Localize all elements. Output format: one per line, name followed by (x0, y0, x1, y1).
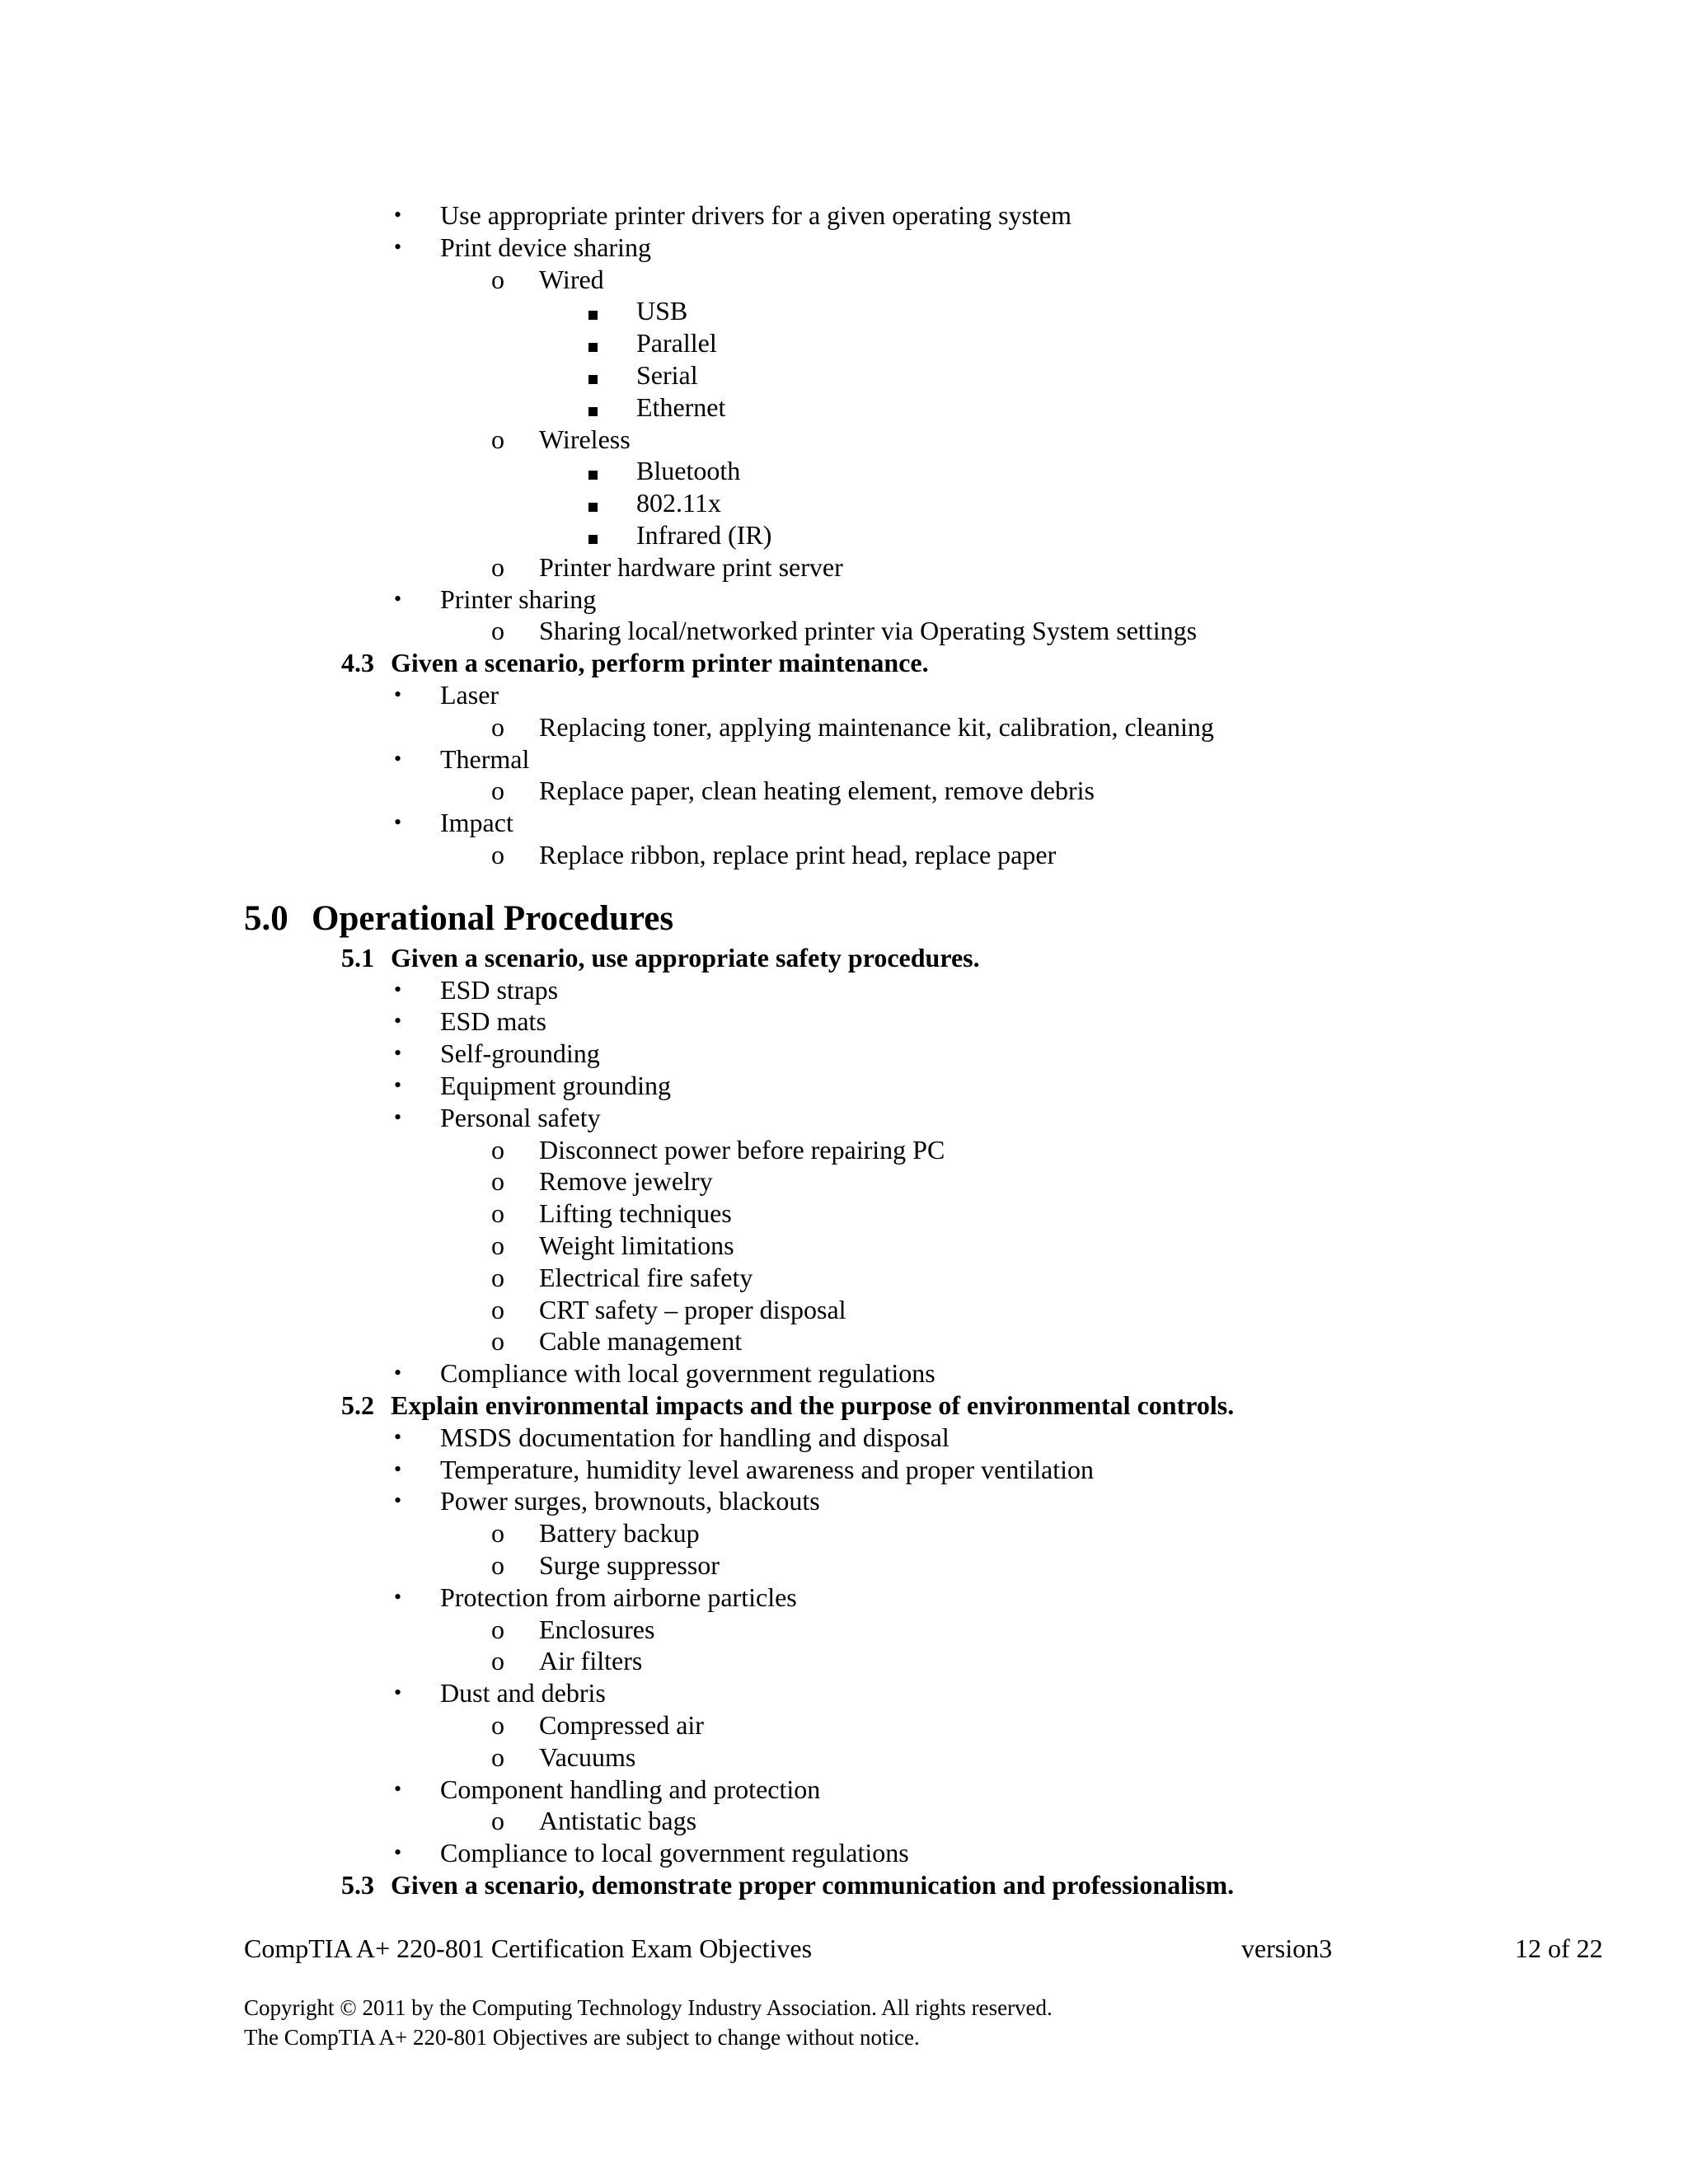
list-item-text: Printer hardware print server (539, 552, 843, 582)
list-item-text: Cable management (539, 1326, 743, 1356)
list-item-text: Print device sharing (440, 232, 651, 262)
bullet-icon: • (394, 587, 402, 611)
subsection-number: 4.3 (341, 648, 374, 677)
list-item-text: CRT safety – proper disposal (539, 1295, 846, 1324)
list-item-text: 802.11x (636, 488, 721, 518)
square-bullet-shape (588, 471, 598, 480)
square-bullet-shape (588, 535, 598, 544)
bullet-icon: • (394, 1009, 402, 1033)
bullet-icon: • (394, 1041, 402, 1065)
section-title: Operational Procedures (312, 899, 674, 938)
list-item-text: Laser (440, 680, 499, 710)
list-item-text: Sharing local/networked printer via Operating System settings (539, 616, 1198, 645)
list-item-text: Disconnect power before repairing PC (539, 1135, 945, 1165)
bullet-icon: • (394, 810, 402, 834)
bullet-icon: • (394, 1073, 402, 1097)
circle-bullet-icon: o (491, 1295, 504, 1324)
list-item-text: Impact (440, 808, 513, 837)
bullet-icon: • (394, 203, 402, 227)
subsection-title: Given a scenario, perform printer maintenance. (391, 648, 929, 677)
list-item-text: Thermal (440, 744, 530, 774)
square-bullet-shape (588, 503, 598, 512)
bullet-icon: • (394, 747, 402, 771)
list-item-text: Wired (539, 265, 604, 294)
circle-bullet-icon: o (491, 1198, 504, 1228)
list-item-text: Surge suppressor (539, 1550, 720, 1580)
list-item-text: Vacuums (539, 1742, 636, 1772)
bullet-icon: • (394, 682, 402, 706)
circle-bullet-icon: o (491, 1263, 504, 1292)
circle-bullet-icon: o (491, 1230, 504, 1260)
square-bullet-shape (588, 407, 598, 416)
subsection-number: 5.3 (341, 1870, 374, 1900)
list-item-text: Electrical fire safety (539, 1263, 753, 1292)
subsection-number: 5.1 (341, 943, 374, 972)
list-item-text: MSDS documentation for handling and disposal (440, 1422, 950, 1452)
square-bullet-icon (588, 518, 598, 551)
circle-bullet-icon: o (491, 840, 504, 869)
circle-bullet-icon: o (491, 1135, 504, 1165)
bullet-icon: • (394, 235, 402, 259)
list-item-text: Weight limitations (539, 1230, 734, 1260)
list-item-text: Replacing toner, applying maintenance kit, calibration, cleaning (539, 712, 1214, 742)
bullet-icon: • (394, 1425, 402, 1449)
circle-bullet-icon: o (491, 1550, 504, 1580)
section-number: 5.0 (244, 899, 288, 938)
list-item-text: Antistatic bags (539, 1806, 697, 1835)
list-item-text: Personal safety (440, 1103, 601, 1132)
circle-bullet-icon: o (491, 265, 504, 294)
list-item-text: Bluetooth (636, 456, 741, 485)
copyright-line: Copyright © 2011 by the Computing Technology Industry Association. All rights reserved. (244, 1995, 1053, 2020)
bullet-icon: • (394, 1105, 402, 1129)
circle-bullet-icon: o (491, 776, 504, 805)
list-item-text: Parallel (636, 328, 717, 358)
list-item-text: Equipment grounding (440, 1071, 671, 1100)
square-bullet-icon (588, 391, 598, 424)
footer-page-number: 12 of 22 (1515, 1933, 1603, 1963)
subsection-title: Given a scenario, demonstrate proper communication and professionalism. (391, 1870, 1235, 1900)
list-item-text: Compliance to local government regulations (440, 1838, 909, 1868)
square-bullet-icon (588, 486, 598, 519)
footer-version: version3 (1241, 1933, 1333, 1963)
list-item-text: ESD straps (440, 975, 559, 1005)
list-item-text: Replace paper, clean heating element, remove debris (539, 776, 1095, 805)
bullet-icon: • (394, 1488, 402, 1512)
list-item-text: Air filters (539, 1646, 643, 1675)
circle-bullet-icon: o (491, 1518, 504, 1548)
list-item-text: Infrared (IR) (636, 520, 772, 550)
list-item-text: Printer sharing (440, 584, 597, 614)
list-item-text: Power surges, brownouts, blackouts (440, 1486, 820, 1516)
list-item-text: Protection from airborne particles (440, 1582, 797, 1612)
bullet-icon: • (394, 977, 402, 1001)
circle-bullet-icon: o (491, 1615, 504, 1644)
bullet-icon: • (394, 1457, 402, 1481)
list-item-text: Use appropriate printer drivers for a given operating system (440, 200, 1071, 230)
circle-bullet-icon: o (491, 616, 504, 645)
square-bullet-icon (588, 326, 598, 359)
notice-line: The CompTIA A+ 220-801 Objectives are subject to change without notice. (244, 2025, 920, 2050)
list-item-text: Wireless (539, 424, 631, 454)
bullet-icon: • (394, 1840, 402, 1864)
circle-bullet-icon: o (491, 424, 504, 454)
list-item-text: USB (636, 296, 688, 326)
list-item-text: Serial (636, 360, 698, 390)
list-item-text: Ethernet (636, 392, 726, 422)
circle-bullet-icon: o (491, 1742, 504, 1772)
circle-bullet-icon: o (491, 1646, 504, 1675)
circle-bullet-icon: o (491, 712, 504, 742)
circle-bullet-icon: o (491, 1166, 504, 1196)
list-item-text: ESD mats (440, 1006, 546, 1036)
bullet-icon: • (394, 1777, 402, 1801)
list-item-text: Remove jewelry (539, 1166, 713, 1196)
list-item-text: Enclosures (539, 1615, 655, 1644)
subsection-number: 5.2 (341, 1390, 374, 1420)
square-bullet-shape (588, 375, 598, 384)
square-bullet-icon (588, 454, 598, 487)
square-bullet-icon (588, 294, 598, 327)
list-item-text: Compliance with local government regulations (440, 1358, 935, 1388)
subsection-title: Explain environmental impacts and the purpose of environmental controls. (391, 1390, 1235, 1420)
list-item-text: Replace ribbon, replace print head, replace paper (539, 840, 1057, 869)
square-bullet-icon (588, 359, 598, 391)
bullet-icon: • (394, 1361, 402, 1385)
list-item-text: Dust and debris (440, 1678, 606, 1708)
square-bullet-shape (588, 311, 598, 320)
list-item-text: Self-grounding (440, 1038, 600, 1068)
circle-bullet-icon: o (491, 552, 504, 582)
list-item-text: Compressed air (539, 1710, 704, 1740)
square-bullet-shape (588, 343, 598, 352)
list-item-text: Lifting techniques (539, 1198, 732, 1228)
subsection-title: Given a scenario, use appropriate safety procedures. (391, 943, 980, 972)
circle-bullet-icon: o (491, 1326, 504, 1356)
list-item-text: Component handling and protection (440, 1774, 821, 1804)
circle-bullet-icon: o (491, 1710, 504, 1740)
footer-doc-title: CompTIA A+ 220-801 Certification Exam Objectives (244, 1933, 813, 1963)
circle-bullet-icon: o (491, 1806, 504, 1835)
list-item-text: Battery backup (539, 1518, 700, 1548)
bullet-icon: • (394, 1585, 402, 1609)
list-item-text: Temperature, humidity level awareness and proper ventilation (440, 1455, 1095, 1484)
bullet-icon: • (394, 1680, 402, 1704)
